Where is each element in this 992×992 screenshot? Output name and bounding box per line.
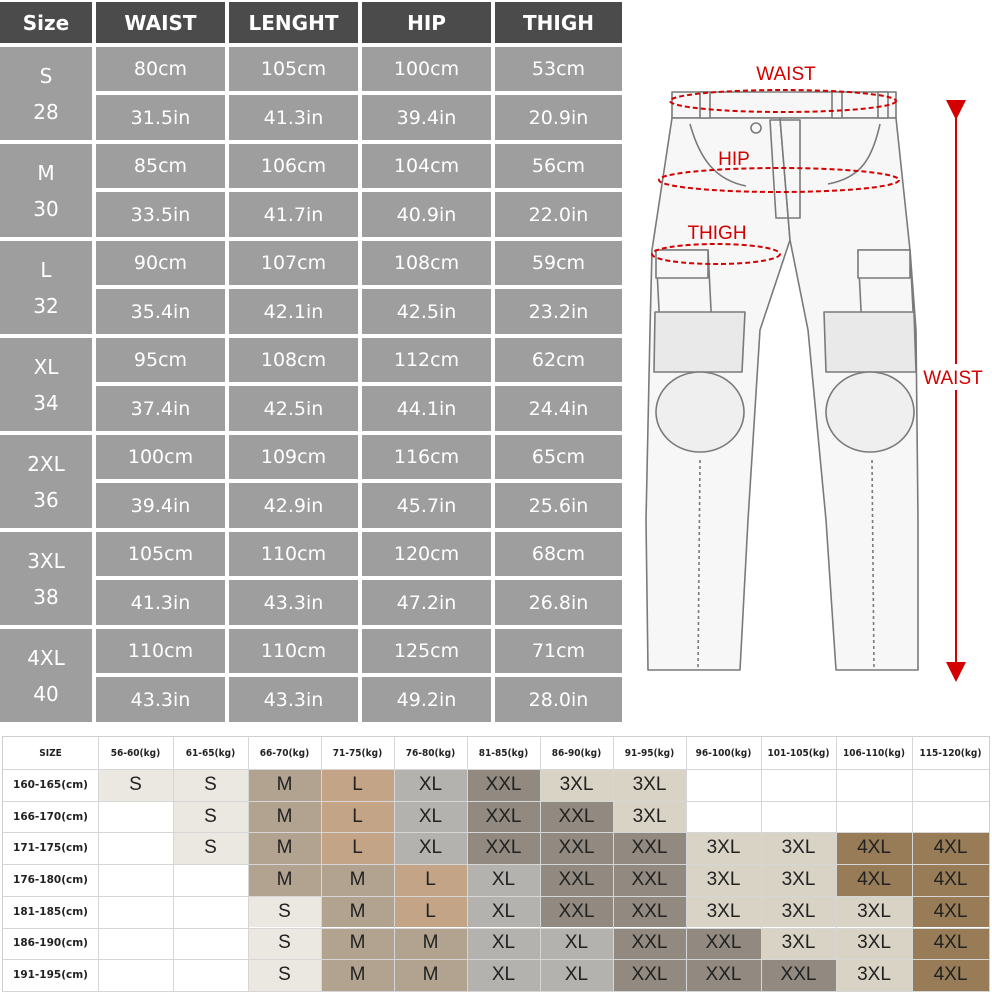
- size-recommendation: 3XL: [836, 896, 912, 928]
- in-value-cell: 39.4in: [362, 95, 491, 140]
- size-recommendation: [98, 896, 173, 928]
- size-letter: 2XL: [27, 451, 65, 476]
- size-recommendation: 3XL: [686, 896, 761, 928]
- weight-header: 56-60(kg): [110, 747, 161, 759]
- in-value-cell: 28.0in: [495, 677, 622, 722]
- size-recommendation: XXL: [540, 864, 613, 896]
- cm-value-cell: 110cm: [229, 532, 358, 576]
- header-cell: HIP: [362, 2, 491, 43]
- in-value-cell: 31.5in: [96, 95, 225, 140]
- pants-icon: [646, 92, 918, 670]
- waist-label: WAIST: [756, 64, 816, 85]
- height-header: 171-175(cm): [13, 842, 88, 855]
- size-recommendation: 3XL: [836, 959, 912, 991]
- size-recommendation: 4XL: [912, 959, 989, 991]
- in-value-cell: 42.1in: [229, 289, 358, 334]
- size-recommendation: [98, 864, 173, 896]
- in-value-cell: 22.0in: [495, 192, 622, 237]
- weight-header: 86-90(kg): [551, 747, 602, 759]
- size-recommendation: M: [321, 928, 394, 960]
- cm-value-cell: 105cm: [96, 532, 225, 576]
- size-recommendation: S: [98, 769, 173, 801]
- size-recommendation: 3XL: [613, 769, 686, 801]
- size-recommendation: [912, 801, 989, 833]
- size-recommendation: 3XL: [686, 864, 761, 896]
- weight-header: 66-70(kg): [259, 747, 310, 759]
- grid-line: [3, 928, 989, 929]
- height-header: 176-180(cm): [13, 873, 88, 886]
- size-recommendation: M: [248, 801, 321, 833]
- size-recommendation: S: [173, 832, 248, 864]
- size-letter: 4XL: [27, 645, 65, 670]
- size-recommendation: L: [321, 801, 394, 833]
- size-recommendation: 4XL: [836, 864, 912, 896]
- size-cell: [0, 241, 92, 334]
- weight-header: 106-110(kg): [843, 747, 905, 759]
- size-recommendation: 3XL: [761, 832, 836, 864]
- size-recommendation: 4XL: [912, 896, 989, 928]
- in-value-cell: 41.7in: [229, 192, 358, 237]
- size-recommendation: 4XL: [836, 832, 912, 864]
- size-recommendation: [836, 801, 912, 833]
- size-recommendation: L: [321, 832, 394, 864]
- size-table: [0, 0, 626, 726]
- cm-value-cell: 112cm: [362, 338, 491, 382]
- size-cell: [0, 629, 92, 722]
- size-recommendation: XXL: [613, 959, 686, 991]
- cm-value-cell: 108cm: [229, 338, 358, 382]
- size-number: 40: [33, 681, 59, 706]
- size-recommendation: [173, 864, 248, 896]
- height-header: 160-165(cm): [13, 778, 88, 791]
- size-recommendation: XL: [394, 801, 467, 833]
- size-letter: 3XL: [27, 548, 65, 573]
- weight-header: 76-80(kg): [405, 747, 456, 759]
- weight-header: 91-95(kg): [624, 747, 675, 759]
- cm-value-cell: 62cm: [495, 338, 622, 382]
- size-recommendation: [98, 928, 173, 960]
- weight-header: 81-85(kg): [478, 747, 529, 759]
- size-recommendation: M: [321, 896, 394, 928]
- size-recommendation: 3XL: [761, 864, 836, 896]
- cm-value-cell: 80cm: [96, 47, 225, 91]
- size-recommendation: XL: [467, 959, 540, 991]
- size-letter: L: [40, 257, 52, 282]
- cm-value-cell: 109cm: [229, 435, 358, 479]
- size-recommendation: 3XL: [761, 928, 836, 960]
- in-value-cell: 39.4in: [96, 483, 225, 528]
- size-recommendation: [761, 801, 836, 833]
- size-recommendation: XL: [467, 928, 540, 960]
- header-cell: THIGH: [495, 2, 622, 43]
- size-recommendation: XXL: [613, 832, 686, 864]
- in-value-cell: 42.5in: [362, 289, 491, 334]
- size-recommendation: XL: [394, 769, 467, 801]
- in-value-cell: 42.5in: [229, 386, 358, 431]
- size-recommendation: XXL: [467, 832, 540, 864]
- size-number: 32: [33, 293, 59, 318]
- size-recommendation: M: [248, 832, 321, 864]
- in-value-cell: 24.4in: [495, 386, 622, 431]
- cm-value-cell: 85cm: [96, 144, 225, 188]
- cm-value-cell: 116cm: [362, 435, 491, 479]
- weight-header: 115-120(kg): [919, 747, 982, 759]
- cm-value-cell: 125cm: [362, 629, 491, 673]
- size-number: 34: [33, 390, 59, 415]
- cm-value-cell: 110cm: [229, 629, 358, 673]
- thigh-label: THIGH: [687, 223, 747, 244]
- size-recommendation: XXL: [613, 928, 686, 960]
- weight-header: 101-105(kg): [767, 747, 830, 759]
- grid-line: [3, 801, 989, 802]
- size-cell: [0, 532, 92, 625]
- cm-value-cell: 106cm: [229, 144, 358, 188]
- in-value-cell: 43.3in: [96, 677, 225, 722]
- size-recommendation: L: [394, 896, 467, 928]
- in-value-cell: 40.9in: [362, 192, 491, 237]
- size-recommendation: [98, 832, 173, 864]
- in-value-cell: 26.8in: [495, 580, 622, 625]
- size-recommendation: M: [321, 959, 394, 991]
- in-value-cell: 35.4in: [96, 289, 225, 334]
- size-recommendation: [836, 769, 912, 801]
- size-recommendation: [173, 928, 248, 960]
- size-recommendation: [912, 769, 989, 801]
- size-recommendation: [98, 801, 173, 833]
- in-value-cell: 37.4in: [96, 386, 225, 431]
- grid-line: [3, 959, 989, 960]
- size-recommendation: 3XL: [686, 832, 761, 864]
- size-recommendation: XXL: [467, 769, 540, 801]
- in-value-cell: 45.7in: [362, 483, 491, 528]
- corner-header: SIZE: [39, 747, 62, 759]
- cm-value-cell: 90cm: [96, 241, 225, 285]
- size-recommendation: [98, 959, 173, 991]
- size-recommendation: 3XL: [761, 896, 836, 928]
- size-recommendation: S: [248, 959, 321, 991]
- weight-header: 96-100(kg): [695, 747, 752, 759]
- size-recommendation: XXL: [613, 864, 686, 896]
- cm-value-cell: 105cm: [229, 47, 358, 91]
- in-value-cell: 47.2in: [362, 580, 491, 625]
- size-cell: [0, 47, 92, 140]
- cm-value-cell: 104cm: [362, 144, 491, 188]
- grid-line: [3, 896, 989, 897]
- size-recommendation: XXL: [686, 928, 761, 960]
- grid-line: [3, 769, 989, 770]
- size-recommendation: XXL: [467, 801, 540, 833]
- size-number: 36: [33, 487, 59, 512]
- height-header: 191-195(cm): [13, 969, 88, 982]
- cm-value-cell: 71cm: [495, 629, 622, 673]
- size-recommendation: XL: [540, 928, 613, 960]
- cm-value-cell: 107cm: [229, 241, 358, 285]
- in-value-cell: 42.9in: [229, 483, 358, 528]
- grid-line: [3, 832, 989, 833]
- size-recommendation: XL: [540, 959, 613, 991]
- size-recommendation: M: [321, 864, 394, 896]
- cm-value-cell: 95cm: [96, 338, 225, 382]
- size-recommendation: S: [248, 896, 321, 928]
- size-recommendation: M: [394, 959, 467, 991]
- size-recommendation: XXL: [686, 959, 761, 991]
- in-value-cell: 44.1in: [362, 386, 491, 431]
- length-label: WAIST: [923, 368, 983, 389]
- size-letter: M: [37, 160, 55, 185]
- size-recommendation: [686, 769, 761, 801]
- in-value-cell: 43.3in: [229, 677, 358, 722]
- size-recommendation: XL: [467, 896, 540, 928]
- size-recommendation: S: [173, 801, 248, 833]
- cm-value-cell: 108cm: [362, 241, 491, 285]
- size-recommendation: M: [248, 864, 321, 896]
- size-recommendation: 3XL: [540, 769, 613, 801]
- size-recommendation: 4XL: [912, 928, 989, 960]
- size-letter: S: [39, 63, 53, 88]
- cm-value-cell: 59cm: [495, 241, 622, 285]
- size-recommendation: XL: [467, 864, 540, 896]
- size-recommendation: [173, 896, 248, 928]
- hip-label: HIP: [718, 149, 750, 170]
- size-recommendation: [761, 769, 836, 801]
- size-number: 30: [33, 196, 59, 221]
- size-recommendation: XXL: [613, 896, 686, 928]
- size-number: 28: [33, 99, 59, 124]
- size-recommendation: XXL: [540, 896, 613, 928]
- size-cell: [0, 144, 92, 237]
- in-value-cell: 25.6in: [495, 483, 622, 528]
- weight-header: 71-75(kg): [332, 747, 383, 759]
- in-value-cell: 20.9in: [495, 95, 622, 140]
- size-cell: [0, 435, 92, 528]
- size-recommendation: M: [394, 928, 467, 960]
- cm-value-cell: 100cm: [96, 435, 225, 479]
- size-number: 38: [33, 584, 59, 609]
- in-value-cell: 41.3in: [229, 95, 358, 140]
- cm-value-cell: 100cm: [362, 47, 491, 91]
- size-recommendation: XXL: [540, 832, 613, 864]
- cm-value-cell: 56cm: [495, 144, 622, 188]
- size-recommendation: 3XL: [836, 928, 912, 960]
- header-cell: WAIST: [96, 2, 225, 43]
- cm-value-cell: 68cm: [495, 532, 622, 576]
- size-recommendation: [686, 801, 761, 833]
- height-header: 181-185(cm): [13, 905, 88, 918]
- weight-header: 61-65(kg): [185, 747, 236, 759]
- header-cell: LENGHT: [229, 2, 358, 43]
- height-header: 186-190(cm): [13, 937, 88, 950]
- grid-line: [3, 864, 989, 865]
- size-cell: [0, 338, 92, 431]
- fit-chart: [2, 736, 990, 992]
- size-letter: XL: [33, 354, 59, 379]
- size-recommendation: S: [248, 928, 321, 960]
- size-recommendation: 3XL: [613, 801, 686, 833]
- size-recommendation: XXL: [540, 801, 613, 833]
- size-recommendation: M: [248, 769, 321, 801]
- size-recommendation: 4XL: [912, 832, 989, 864]
- in-value-cell: 43.3in: [229, 580, 358, 625]
- cm-value-cell: 120cm: [362, 532, 491, 576]
- size-recommendation: L: [394, 864, 467, 896]
- cm-value-cell: 53cm: [495, 47, 622, 91]
- size-recommendation: [173, 959, 248, 991]
- cm-value-cell: 65cm: [495, 435, 622, 479]
- height-header: 166-170(cm): [13, 810, 88, 823]
- size-recommendation: L: [321, 769, 394, 801]
- size-recommendation: S: [173, 769, 248, 801]
- size-recommendation: XXL: [761, 959, 836, 991]
- pants-measurement-diagram: [632, 60, 992, 700]
- size-recommendation: XL: [394, 832, 467, 864]
- cm-value-cell: 110cm: [96, 629, 225, 673]
- in-value-cell: 33.5in: [96, 192, 225, 237]
- in-value-cell: 23.2in: [495, 289, 622, 334]
- in-value-cell: 49.2in: [362, 677, 491, 722]
- header-cell: Size: [0, 2, 92, 43]
- size-recommendation: 4XL: [912, 864, 989, 896]
- in-value-cell: 41.3in: [96, 580, 225, 625]
